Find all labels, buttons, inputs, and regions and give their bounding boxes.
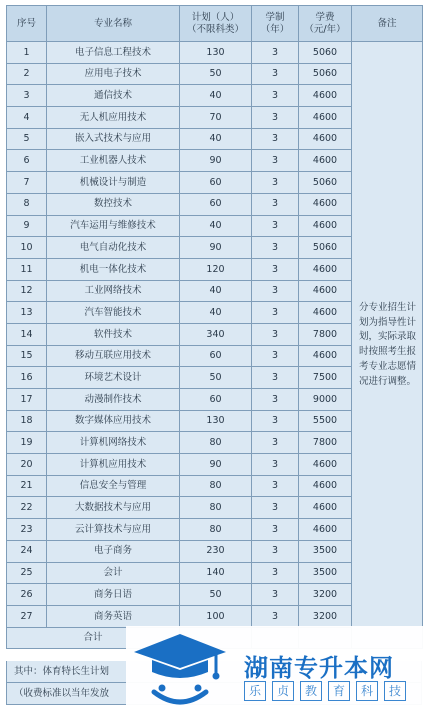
header-years-unit: （年） (260, 23, 290, 35)
cell-years: 3 (252, 497, 299, 519)
cell-plan: 90 (180, 454, 252, 476)
cell-major: 信息安全与管理 (47, 475, 180, 497)
cell-plan: 40 (180, 128, 252, 150)
table-row (7, 42, 423, 64)
header-major: 专业名称 (47, 6, 180, 42)
cell-index: 25 (7, 562, 47, 584)
cell-fee: 4600 (299, 258, 352, 280)
cell-years: 3 (252, 540, 299, 562)
cell-plan: 70 (180, 107, 252, 129)
footnote-sports: 其中：体育特长生计划 (6, 661, 422, 683)
cell-major: 环境艺术设计 (47, 367, 180, 389)
cell-years: 3 (252, 454, 299, 476)
cell-major: 电气自动化技术 (47, 237, 180, 259)
header-years (252, 6, 299, 42)
cell-major: 数字媒体应用技术 (47, 410, 180, 432)
cell-years: 3 (252, 237, 299, 259)
cell-index: 9 (7, 215, 47, 237)
watermark-char: 科 (356, 681, 378, 701)
cell-years: 3 (252, 172, 299, 194)
cell-major: 电子信息工程技术 (47, 42, 180, 64)
header-plan-note: （不限科类） (186, 23, 244, 35)
cell-major: 工业网络技术 (47, 280, 180, 302)
cell-fee: 4600 (299, 475, 352, 497)
cell-plan: 80 (180, 475, 252, 497)
cell-index: 13 (7, 302, 47, 324)
cell-years: 3 (252, 63, 299, 85)
cell-years: 3 (252, 150, 299, 172)
cell-plan: 40 (180, 302, 252, 324)
cell-years: 3 (252, 42, 299, 64)
cell-major: 汽车智能技术 (47, 302, 180, 324)
cell-index: 19 (7, 432, 47, 454)
cell-years: 3 (252, 389, 299, 411)
cell-fee: 5500 (299, 410, 352, 432)
cell-plan: 90 (180, 237, 252, 259)
cell-plan: 80 (180, 497, 252, 519)
cell-plan: 40 (180, 215, 252, 237)
cell-index: 22 (7, 497, 47, 519)
header-plan (180, 6, 252, 42)
cell-fee: 4600 (299, 519, 352, 541)
cell-years: 3 (252, 280, 299, 302)
cell-plan: 130 (180, 42, 252, 64)
cell-index: 2 (7, 63, 47, 85)
watermark-char: 育 (328, 681, 350, 701)
watermark-subtitle (244, 681, 406, 701)
cell-plan: 100 (180, 605, 252, 627)
cell-fee: 4600 (299, 302, 352, 324)
cell-plan: 230 (180, 540, 252, 562)
header-plan-label: 计划（人） (191, 12, 240, 24)
total-label: 合计 (7, 627, 180, 649)
cell-major: 动漫制作技术 (47, 389, 180, 411)
cell-fee: 9000 (299, 389, 352, 411)
cell-years: 3 (252, 193, 299, 215)
cell-major: 机械设计与制造 (47, 172, 180, 194)
cell-years: 3 (252, 258, 299, 280)
cell-fee: 4600 (299, 454, 352, 476)
cell-major: 云计算技术与应用 (47, 519, 180, 541)
cell-major: 嵌入式技术与应用 (47, 128, 180, 150)
cell-fee: 5060 (299, 63, 352, 85)
enrollment-plan-table (6, 5, 423, 649)
cell-fee: 3500 (299, 540, 352, 562)
cell-plan: 50 (180, 584, 252, 606)
cell-years: 3 (252, 302, 299, 324)
cell-major: 通信技术 (47, 85, 180, 107)
cell-index: 16 (7, 367, 47, 389)
cell-years: 3 (252, 128, 299, 150)
cell-years: 3 (252, 85, 299, 107)
cell-major: 大数据技术与应用 (47, 497, 180, 519)
cell-major: 计算机网络技术 (47, 432, 180, 454)
cell-index: 21 (7, 475, 47, 497)
cell-plan: 340 (180, 323, 252, 345)
cell-index: 10 (7, 237, 47, 259)
cell-index: 7 (7, 172, 47, 194)
cell-index: 5 (7, 128, 47, 150)
cell-years: 3 (252, 605, 299, 627)
cell-major: 商务英语 (47, 605, 180, 627)
header-remark: 备注 (352, 6, 423, 42)
cell-major: 应用电子技术 (47, 63, 180, 85)
cell-fee: 3200 (299, 605, 352, 627)
cell-major: 机电一体化技术 (47, 258, 180, 280)
cell-index: 26 (7, 584, 47, 606)
watermark-title: 湖南专升本网 (244, 654, 394, 682)
cell-years: 3 (252, 323, 299, 345)
cell-major: 数控技术 (47, 193, 180, 215)
cell-fee: 3200 (299, 584, 352, 606)
cell-index: 24 (7, 540, 47, 562)
cell-years: 3 (252, 519, 299, 541)
cell-fee: 4600 (299, 193, 352, 215)
cell-fee: 5060 (299, 237, 352, 259)
header-fee-label: 学费 (315, 12, 335, 24)
cell-plan: 60 (180, 193, 252, 215)
watermark-char: 教 (300, 681, 322, 701)
header-fee (299, 6, 352, 42)
cell-index: 3 (7, 85, 47, 107)
cell-years: 3 (252, 345, 299, 367)
footnote-fee: （收费标准以当年发放 (6, 683, 422, 705)
cell-years: 3 (252, 584, 299, 606)
cell-major: 工业机器人技术 (47, 150, 180, 172)
cell-plan: 50 (180, 367, 252, 389)
cell-fee: 4600 (299, 497, 352, 519)
cell-years: 3 (252, 107, 299, 129)
cell-plan: 120 (180, 258, 252, 280)
cell-fee: 4600 (299, 85, 352, 107)
cell-plan: 140 (180, 562, 252, 584)
cell-plan: 50 (180, 63, 252, 85)
cell-fee: 4600 (299, 215, 352, 237)
cell-index: 20 (7, 454, 47, 476)
cell-index: 14 (7, 323, 47, 345)
remark-cell: 分专业招生计划为指导性计划，实际录取时按照考生报考专业志愿情况进行调整。 (352, 42, 423, 649)
cell-fee: 4600 (299, 280, 352, 302)
cell-major: 无人机应用技术 (47, 107, 180, 129)
cell-years: 3 (252, 410, 299, 432)
header-fee-unit: （元/年） (304, 23, 346, 35)
watermark-char: 乐 (244, 681, 266, 701)
cell-fee: 4600 (299, 107, 352, 129)
cell-index: 11 (7, 258, 47, 280)
cell-fee: 3500 (299, 562, 352, 584)
cell-major: 电子商务 (47, 540, 180, 562)
cell-major: 会计 (47, 562, 180, 584)
cell-plan: 130 (180, 410, 252, 432)
cell-plan: 40 (180, 85, 252, 107)
cell-fee: 5060 (299, 42, 352, 64)
cell-fee: 7500 (299, 367, 352, 389)
cell-plan: 90 (180, 150, 252, 172)
header-years-label: 学制 (265, 12, 285, 24)
cell-plan: 80 (180, 519, 252, 541)
cell-plan: 40 (180, 280, 252, 302)
cell-index: 1 (7, 42, 47, 64)
cell-index: 12 (7, 280, 47, 302)
cell-index: 6 (7, 150, 47, 172)
header-index: 序号 (7, 6, 47, 42)
cell-years: 3 (252, 215, 299, 237)
cell-index: 8 (7, 193, 47, 215)
cell-years: 3 (252, 562, 299, 584)
graduation-cap-smiley-icon (128, 628, 232, 706)
cell-plan: 80 (180, 432, 252, 454)
cell-major: 软件技术 (47, 323, 180, 345)
cell-plan: 60 (180, 345, 252, 367)
cell-index: 17 (7, 389, 47, 411)
cell-index: 4 (7, 107, 47, 129)
table-body (7, 42, 423, 649)
watermark-char: 贞 (272, 681, 294, 701)
cell-years: 3 (252, 432, 299, 454)
cell-index: 27 (7, 605, 47, 627)
cell-fee: 7800 (299, 323, 352, 345)
cell-major: 汽车运用与维修技术 (47, 215, 180, 237)
watermark-char: 技 (384, 681, 406, 701)
cell-fee: 4600 (299, 128, 352, 150)
cell-plan: 60 (180, 389, 252, 411)
cell-years: 3 (252, 475, 299, 497)
cell-major: 计算机应用技术 (47, 454, 180, 476)
cell-fee: 4600 (299, 150, 352, 172)
cell-fee: 4600 (299, 345, 352, 367)
table-header (7, 6, 423, 42)
cell-major: 移动互联应用技术 (47, 345, 180, 367)
cell-fee: 5060 (299, 172, 352, 194)
cell-index: 15 (7, 345, 47, 367)
cell-index: 23 (7, 519, 47, 541)
cell-years: 3 (252, 367, 299, 389)
cell-plan: 60 (180, 172, 252, 194)
cell-fee: 7800 (299, 432, 352, 454)
cell-index: 18 (7, 410, 47, 432)
cell-major: 商务日语 (47, 584, 180, 606)
